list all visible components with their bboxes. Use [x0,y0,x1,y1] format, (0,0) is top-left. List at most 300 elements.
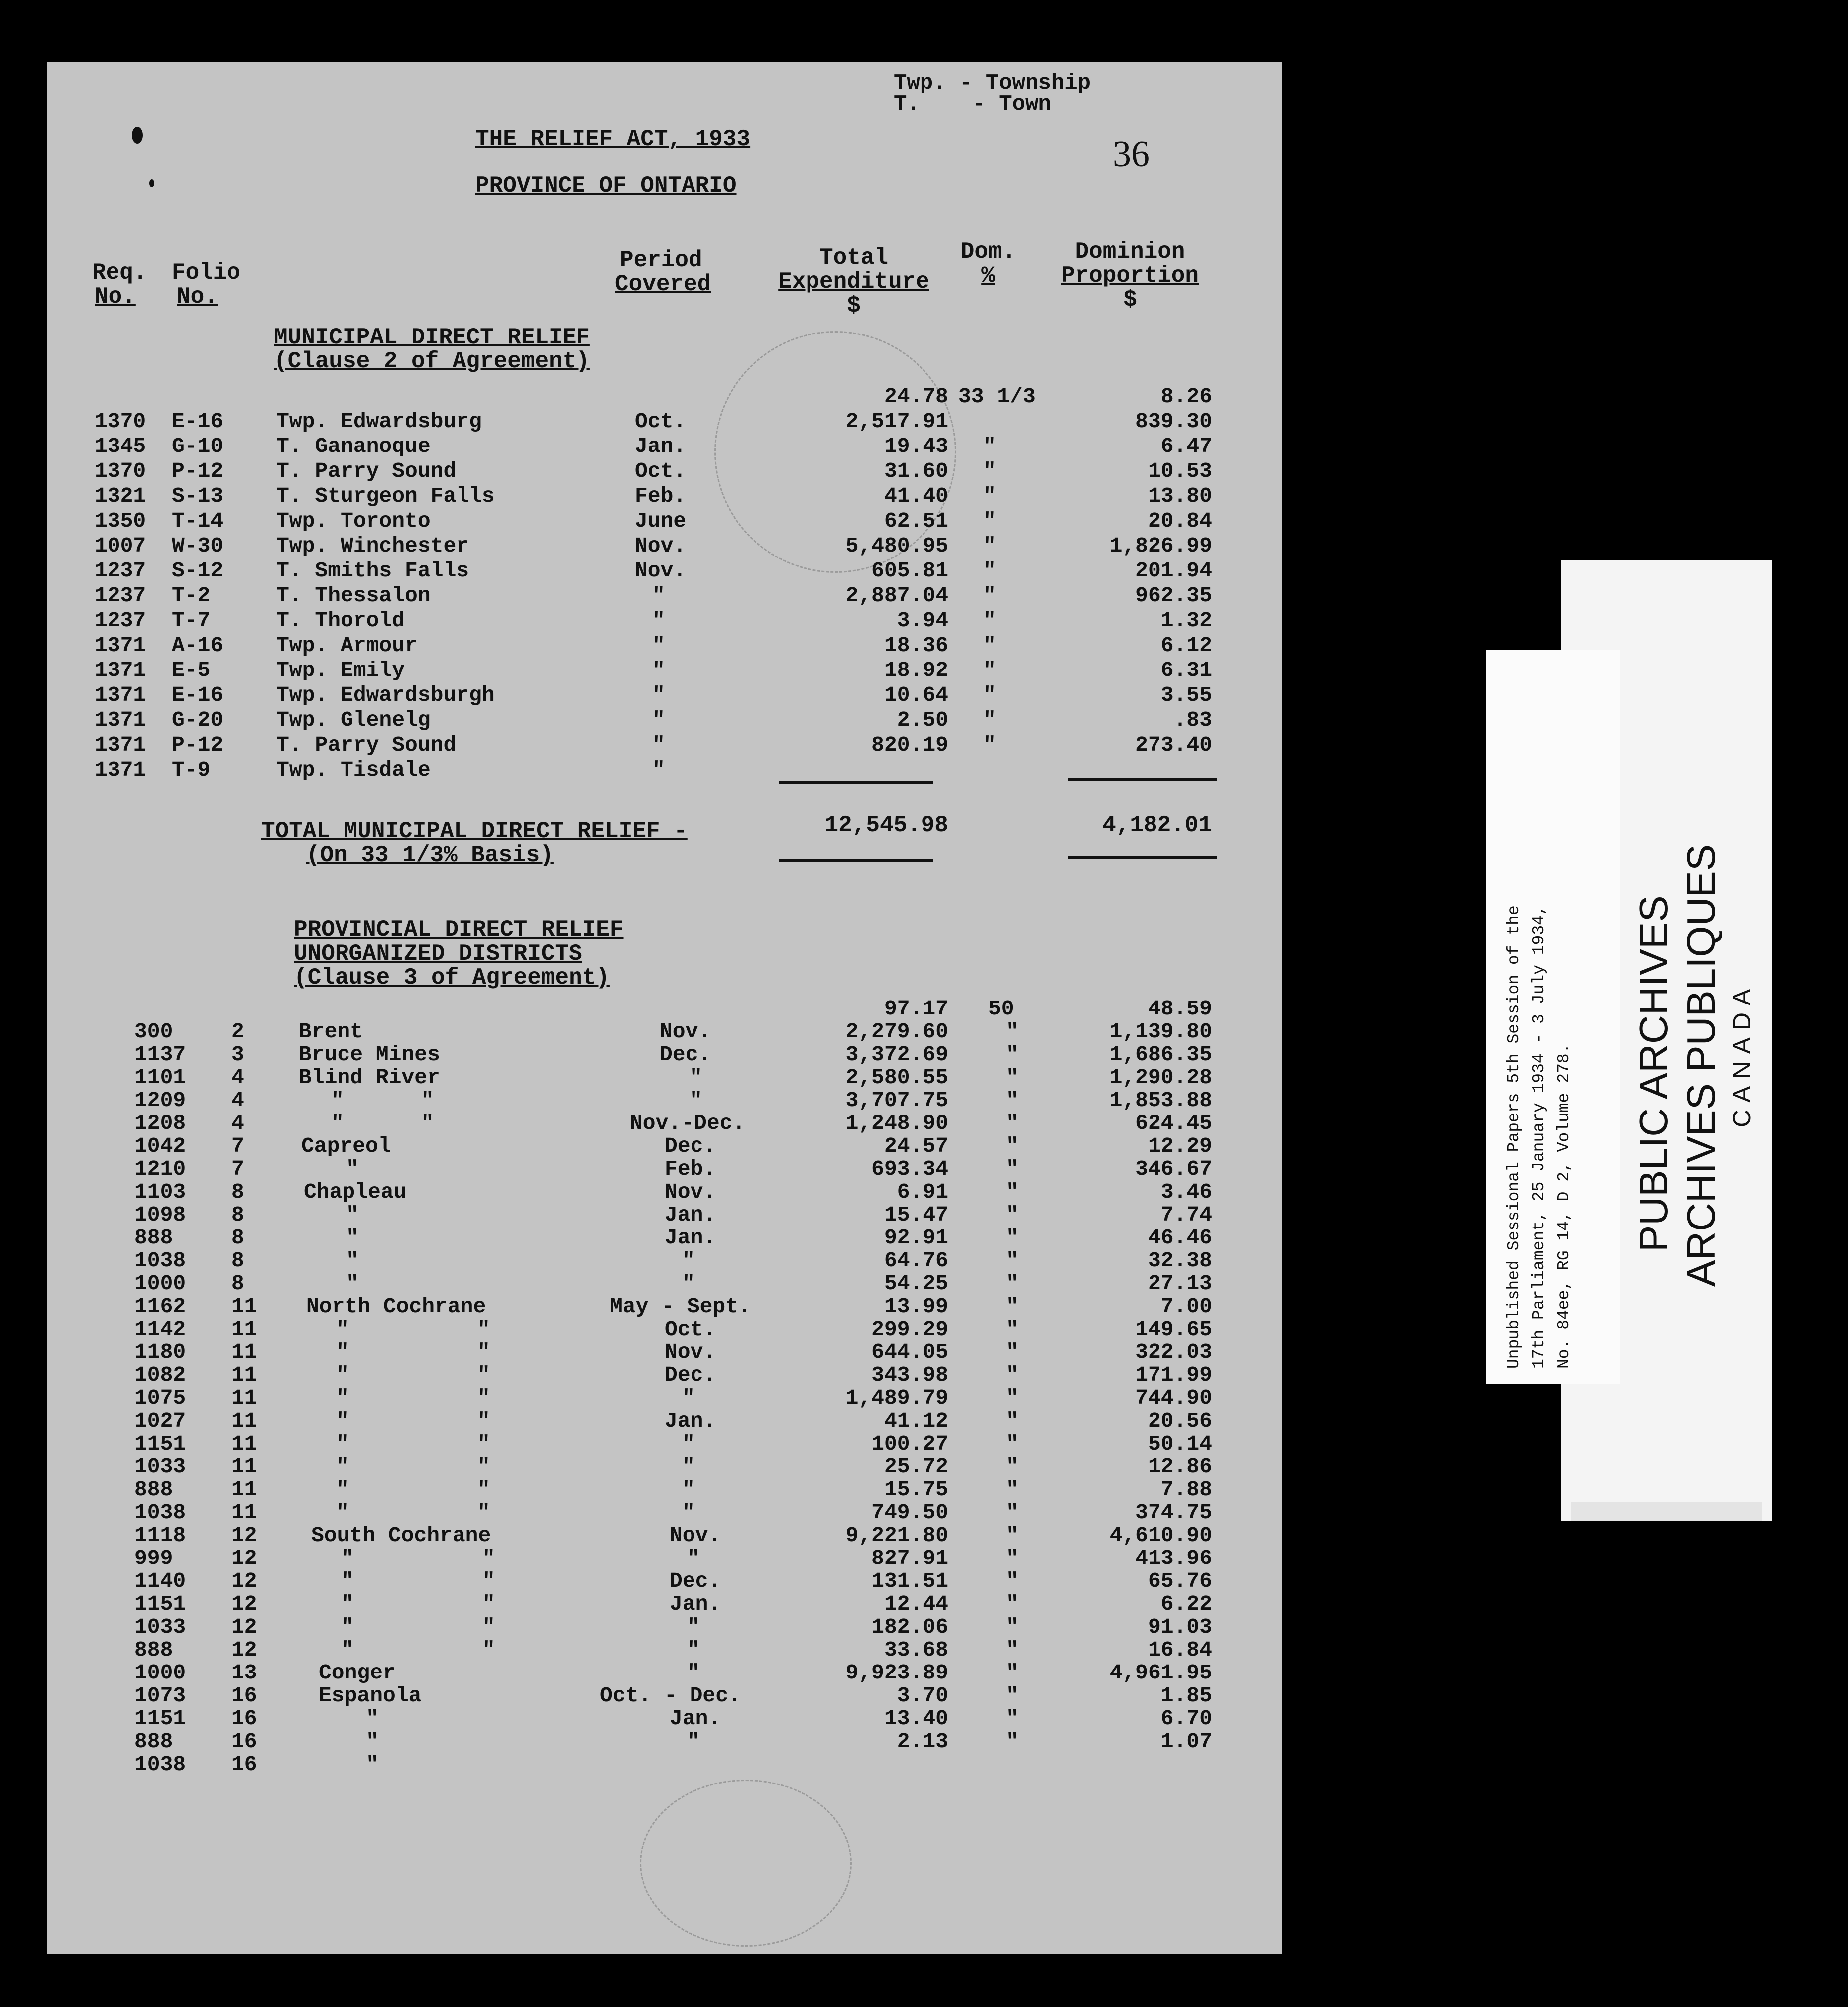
section1-total-proportion: 4,182.01 [1102,812,1212,838]
folio-no: G-10 [172,434,224,458]
document-title: THE RELIEF ACT, 1933 [475,126,751,152]
period: " [687,1638,700,1662]
req-no: 1371 [95,708,146,732]
dominion-pct: " [1006,1523,1019,1548]
period: Feb. [635,484,687,508]
header-req: Req. [92,260,147,286]
total-expenditure: 62.51 [884,509,948,533]
dominion-proportion: 91.03 [1148,1615,1212,1639]
dominion-pct: " [1006,1615,1019,1639]
dominion-pct: " [1006,1661,1019,1685]
dominion-proportion: 1.32 [1160,608,1212,633]
table-row [47,585,1282,610]
period: Nov. [660,1019,711,1044]
municipality: T. Smiths Falls [276,558,469,583]
folio-no: 8 [231,1180,244,1204]
dominion-pct: " [1006,1729,1019,1754]
dominion-proportion: 7.88 [1160,1477,1212,1502]
period: " [682,1271,695,1296]
req-no: 1073 [134,1683,186,1708]
total-expenditure: 343.98 [871,1363,948,1387]
folio-no: 4 [231,1111,244,1135]
period: Dec. [660,1042,711,1067]
municipality: Twp. Glenelg [276,708,431,732]
dominion-pct: " [1006,1363,1019,1387]
archive-label-archives-publiques: ARCHIVES PUBLIQUES [1679,844,1723,1287]
district: " " [341,1592,495,1616]
req-no: 1000 [134,1661,186,1685]
dominion-pct: " [983,484,996,508]
folio-no: 12 [231,1615,257,1639]
dominion-proportion: 7.74 [1160,1203,1212,1227]
table-row [47,460,1282,485]
district: Capreol [301,1134,391,1158]
period: Dec. [665,1363,716,1387]
table-row [47,411,1282,436]
header-expenditure: Expenditure [778,269,929,295]
req-no: 1210 [134,1157,186,1181]
dominion-pct: " [983,459,996,483]
legend-line-1: Twp. - Township [894,71,1091,96]
period: " [690,1065,702,1090]
req-no: 1237 [95,608,146,633]
header-total-dollar: $ [847,293,861,319]
period: Nov.-Dec. [630,1111,746,1135]
req-no: 1137 [134,1042,186,1067]
dominion-proportion: 7.00 [1160,1294,1212,1319]
dominion-pct: " [1006,1546,1019,1570]
dominion-proportion: 65.76 [1148,1569,1212,1593]
req-no: 1098 [134,1203,186,1227]
dominion-pct: " [983,608,996,633]
period: Nov. [670,1523,721,1548]
district: " " [341,1638,495,1662]
dominion-proportion: 413.96 [1135,1546,1212,1570]
folio-no: E-5 [172,658,211,682]
dominion-pct: " [1006,1088,1019,1113]
dominion-proportion: 27.13 [1148,1271,1212,1296]
req-no: 1370 [95,459,146,483]
municipality: Twp. Tisdale [276,758,431,782]
req-no: 1038 [134,1752,186,1777]
req-no: 1321 [95,484,146,508]
dominion-pct: " [1006,1180,1019,1204]
folio-no: 13 [231,1661,257,1685]
document-page [47,62,1282,1954]
dominion-proportion: 1,826.99 [1109,534,1212,558]
dominion-pct: " [983,708,996,732]
folio-no: 7 [231,1157,244,1181]
req-no: 1038 [134,1248,186,1273]
dominion-proportion: 6.47 [1160,434,1212,458]
dominion-pct: " [1006,1683,1019,1708]
municipality: T. Gananoque [276,434,431,458]
dominion-proportion: 12.29 [1148,1134,1212,1158]
total-rule-proportion-bottom [1068,856,1217,859]
dominion-proportion: 13.80 [1148,484,1212,508]
dominion-pct: " [1006,1203,1019,1227]
table-row [47,709,1282,734]
table-row [47,684,1282,709]
district: Conger [319,1661,396,1685]
total-expenditure: 2,887.04 [845,583,948,608]
dominion-proportion: 20.56 [1148,1409,1212,1433]
municipality: T. Parry Sound [276,459,457,483]
total-expenditure: 25.72 [884,1454,948,1479]
municipality: Twp. Edwardsburg [276,409,482,434]
table-row [47,535,1282,560]
legend-line-2: T. - Town [894,92,1051,116]
req-no: 1237 [95,558,146,583]
table-row [47,635,1282,660]
req-no: 1000 [134,1271,186,1296]
period: Dec. [665,1134,716,1158]
req-no: 999 [134,1546,173,1570]
district: " " [341,1546,495,1570]
folio-no: A-16 [172,633,224,658]
total-expenditure: 3.94 [897,608,948,633]
req-no: 1237 [95,583,146,608]
req-no: 1140 [134,1569,186,1593]
dominion-pct: " [983,558,996,583]
total-expenditure: 1,248.90 [845,1111,948,1135]
total-rule-expenditure-bottom [779,859,933,862]
folio-no: E-16 [172,683,224,707]
municipality: Twp. Edwardsburgh [276,683,495,707]
dominion-pct: " [1006,1157,1019,1181]
municipality: T. Parry Sound [276,733,457,757]
folio-no: 11 [231,1317,257,1341]
req-no: 1082 [134,1363,186,1387]
district: Blind River [299,1065,440,1090]
req-no: 888 [134,1729,173,1754]
header-proportion-dollar: $ [1123,287,1137,313]
dominion-pct: " [1006,1294,1019,1319]
total-rule-expenditure-top [779,781,933,784]
dominion-proportion: 20.84 [1148,509,1212,533]
period: " [690,1088,702,1113]
period: " [652,658,665,682]
period: Nov. [665,1180,716,1204]
req-no: 1118 [134,1523,186,1548]
req-no: 1151 [134,1706,186,1731]
period: June [635,509,687,533]
period: Oct. [635,459,687,483]
total-expenditure: 41.12 [884,1409,948,1433]
folio-no: T-7 [172,608,211,633]
total-expenditure: 31.60 [884,459,948,483]
dominion-pct: " [1006,1226,1019,1250]
dominion-proportion: 4,610.90 [1109,1523,1212,1548]
period: Nov. [635,558,687,583]
district: " " [336,1500,490,1525]
total-expenditure: 9,923.89 [845,1661,948,1685]
district: " " [336,1386,490,1410]
folio-no: E-16 [172,409,224,434]
folio-no: 11 [231,1477,257,1502]
period: Dec. [670,1569,721,1593]
municipality: Twp. Winchester [276,534,469,558]
total-expenditure: 19.43 [884,434,948,458]
dominion-proportion: 6.70 [1160,1706,1212,1731]
total-expenditure: 2,517.91 [845,409,948,434]
dominion-proportion: 48.59 [1148,997,1212,1021]
period: Oct. [665,1317,716,1341]
archive-note-line-3: No. 84ee, RG 14, D 2, Volume 278. [1555,1043,1573,1369]
district: " " [336,1432,490,1456]
period: " [652,583,665,608]
period: " [682,1432,695,1456]
req-no: 300 [134,1019,173,1044]
dominion-pct: " [1006,1271,1019,1296]
header-dom-pct: % [981,263,995,289]
folio-no: W-30 [172,534,224,558]
period: Feb. [665,1157,716,1181]
period: " [682,1386,695,1410]
dominion-pct: " [983,658,996,682]
total-expenditure: 18.92 [884,658,948,682]
dominion-proportion: 6.12 [1160,633,1212,658]
folio-no: 8 [231,1203,244,1227]
dominion-pct: " [1006,1409,1019,1433]
folio-no: 16 [231,1752,257,1777]
total-expenditure: 13.99 [884,1294,948,1319]
folio-no: P-12 [172,459,224,483]
total-expenditure: 100.27 [871,1432,948,1456]
dominion-pct: " [1006,1638,1019,1662]
folio-no: 12 [231,1546,257,1570]
section1-table [47,386,1282,834]
document-subtitle: PROVINCE OF ONTARIO [475,173,737,199]
req-no: 1209 [134,1088,186,1113]
folio-no: T-14 [172,509,224,533]
dominion-pct: " [1006,1432,1019,1456]
district: " [366,1706,379,1731]
municipality: Twp. Emily [276,658,405,682]
page-number: 36 [1113,134,1150,175]
folio-no: S-12 [172,558,224,583]
period: " [652,758,665,782]
folio-no: 4 [231,1065,244,1090]
dominion-pct: " [983,509,996,533]
total-expenditure: 24.57 [884,1134,948,1158]
folio-no: 11 [231,1500,257,1525]
folio-no: P-12 [172,733,224,757]
header-folio: Folio [172,260,241,286]
district: " [366,1729,379,1754]
folio-no: 8 [231,1226,244,1250]
total-expenditure: 15.47 [884,1203,948,1227]
total-expenditure: 749.50 [871,1500,948,1525]
period: Jan. [665,1409,716,1433]
dominion-pct: " [1006,1248,1019,1273]
dominion-pct: " [1006,1019,1019,1044]
req-no: 888 [134,1226,173,1250]
req-no: 1162 [134,1294,186,1319]
dominion-pct: " [1006,1706,1019,1731]
municipality: Twp. Armour [276,633,418,658]
dominion-pct: " [1006,1477,1019,1502]
header-dom: Dom. [960,239,1016,265]
total-expenditure: 9,221.80 [845,1523,948,1548]
header-folio-no: No. [177,284,218,310]
req-no: 1033 [134,1454,186,1479]
dominion-pct: " [1006,1592,1019,1616]
req-no: 1042 [134,1134,186,1158]
total-expenditure: 10.64 [884,683,948,707]
total-expenditure: 820.19 [871,733,948,757]
total-expenditure: 92.91 [884,1226,948,1250]
period: " [652,708,665,732]
dominion-pct: " [1006,1454,1019,1479]
dominion-pct: " [1006,1065,1019,1090]
dominion-proportion: 1.07 [1160,1729,1212,1754]
dominion-proportion: 171.99 [1135,1363,1212,1387]
table-row [47,386,1282,411]
period: Nov. [665,1340,716,1364]
dominion-pct: 33 1/3 [958,384,1036,409]
dominion-proportion: 201.94 [1135,558,1212,583]
dominion-proportion: 374.75 [1135,1500,1212,1525]
period: " [682,1454,695,1479]
district: " " [336,1454,490,1479]
dominion-proportion: 962.35 [1135,583,1212,608]
req-no: 1180 [134,1340,186,1364]
req-no: 1350 [95,509,146,533]
header-proportion: Proportion [1061,263,1199,289]
dominion-proportion: 16.84 [1148,1638,1212,1662]
dominion-proportion: 50.14 [1148,1432,1212,1456]
total-expenditure: 18.36 [884,633,948,658]
municipality: T. Thorold [276,608,405,633]
archive-note-line-2: 17th Parliament, 25 January 1934 - 3 July 1934, [1530,905,1548,1369]
dominion-pct: " [983,583,996,608]
folio-no: T-9 [172,758,211,782]
dominion-proportion: 839.30 [1135,409,1212,434]
dominion-pct: " [983,434,996,458]
section2-clause: (Clause 3 of Agreement) [294,965,610,991]
period: " [687,1729,700,1754]
total-expenditure: 2.13 [897,1729,948,1754]
section1-total-expenditure: 12,545.98 [824,812,948,838]
folio-no: 11 [231,1294,257,1319]
folio-no: 11 [231,1432,257,1456]
district: " [346,1157,359,1181]
table-row [47,1754,1282,1779]
dominion-proportion: 744.90 [1135,1386,1212,1410]
req-no: 1142 [134,1317,186,1341]
dominion-proportion: 10.53 [1148,459,1212,483]
municipality: Twp. Toronto [276,509,431,533]
table-row [47,485,1282,510]
period: " [682,1477,695,1502]
total-expenditure: 827.91 [871,1546,948,1570]
total-expenditure: 2.50 [897,708,948,732]
period: Jan. [670,1706,721,1731]
req-no: 1151 [134,1592,186,1616]
req-no: 888 [134,1638,173,1662]
dominion-pct: " [1006,1317,1019,1341]
district: " " [336,1409,490,1433]
period: " [687,1661,700,1685]
district: " " [336,1317,490,1341]
req-no: 1151 [134,1432,186,1456]
period: Jan. [635,434,687,458]
dominion-proportion: 32.38 [1148,1248,1212,1273]
folio-no: 12 [231,1638,257,1662]
folio-no: 12 [231,1592,257,1616]
dominion-pct: " [1006,1340,1019,1364]
dominion-proportion: 1.85 [1160,1683,1212,1708]
section1-total-label: TOTAL MUNICIPAL DIRECT RELIEF - [261,818,688,844]
total-expenditure: 299.29 [871,1317,948,1341]
district: Espanola [319,1683,422,1708]
dominion-pct: " [1006,1500,1019,1525]
total-expenditure: 41.40 [884,484,948,508]
district: " " [336,1340,490,1364]
total-expenditure: 131.51 [871,1569,948,1593]
period: " [652,733,665,757]
dominion-proportion: 1,853.88 [1109,1088,1212,1113]
total-expenditure: 3,707.75 [845,1088,948,1113]
total-expenditure: 5,480.95 [845,534,948,558]
period: Oct. [635,409,687,434]
folio-no: 8 [231,1248,244,1273]
period: " [687,1546,700,1570]
total-expenditure: 605.81 [871,558,948,583]
folio-no: 11 [231,1363,257,1387]
ink-blot-small [149,179,154,187]
total-expenditure: 33.68 [884,1638,948,1662]
municipality: T. Thessalon [276,583,431,608]
total-expenditure: 2,580.55 [845,1065,948,1090]
dominion-proportion: 8.26 [1160,384,1212,409]
period: Oct. - Dec. [600,1683,741,1708]
folio-no: 4 [231,1088,244,1113]
period: May - Sept. [610,1294,751,1319]
total-expenditure: 15.75 [884,1477,948,1502]
dominion-proportion: 6.31 [1160,658,1212,682]
district: " [346,1203,359,1227]
total-rule-proportion-top [1068,778,1217,781]
dominion-proportion: 346.67 [1135,1157,1212,1181]
district: " " [341,1569,495,1593]
total-expenditure: 3.70 [897,1683,948,1708]
total-expenditure: 182.06 [871,1615,948,1639]
dominion-pct: " [983,633,996,658]
period: " [682,1500,695,1525]
folio-no: 11 [231,1454,257,1479]
req-no: 1101 [134,1065,186,1090]
district: " [346,1271,359,1296]
table-row [47,510,1282,535]
period: Jan. [665,1203,716,1227]
period: " [652,683,665,707]
dominion-proportion: 46.46 [1148,1226,1212,1250]
dominion-proportion: .83 [1173,708,1212,732]
folio-no: 16 [231,1683,257,1708]
archive-note-slip [1486,650,1620,1384]
period: " [652,608,665,633]
dominion-proportion: 1,139.80 [1109,1019,1212,1044]
total-expenditure: 13.40 [884,1706,948,1731]
total-expenditure: 97.17 [884,997,948,1021]
folio-no: 8 [231,1271,244,1296]
district: Brent [299,1019,363,1044]
district: " " [341,1615,495,1639]
dominion-proportion: 624.45 [1135,1111,1212,1135]
section1-subtitle: (Clause 2 of Agreement) [274,348,590,374]
